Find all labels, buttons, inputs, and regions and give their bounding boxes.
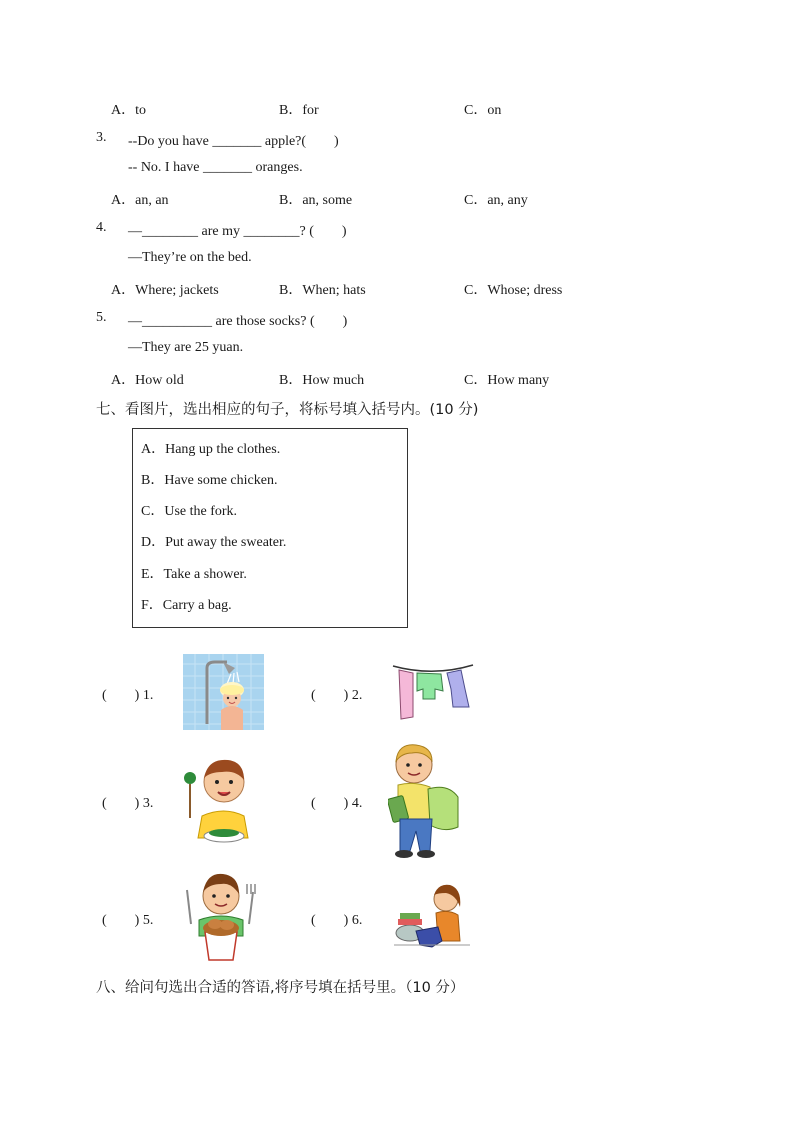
q5-line2: —They are 25 yuan. — [128, 340, 244, 355]
sentence-a: A．Hang up the clothes. — [141, 442, 281, 457]
section7-title: 七、看图片，选出相应的句子，将标号填入括号内。(10 分) — [96, 402, 479, 418]
q2-option-b: B．for — [279, 103, 319, 118]
q5-number: 5. — [96, 310, 107, 325]
q3-option-a: A．an, an — [111, 193, 169, 208]
q5-option-b: B．How much — [279, 373, 365, 388]
answer-blank-1[interactable]: ( ) 1. — [102, 688, 154, 703]
q2-option-c: C．on — [464, 103, 502, 118]
q2-option-a: A．to — [111, 103, 146, 118]
sentence-f: F．Carry a bag. — [141, 598, 232, 613]
q3-line2: -- No. I have _______ oranges. — [128, 160, 303, 175]
shower-picture — [183, 654, 264, 730]
sentence-box — [132, 428, 408, 628]
sentence-c: C．Use the fork. — [141, 504, 238, 519]
q5-option-a: A．How old — [111, 373, 184, 388]
q4-option-a: A．Where; jackets — [111, 283, 219, 298]
answer-blank-2[interactable]: ( ) 2. — [311, 688, 363, 703]
q4-line2: —They’re on the bed. — [128, 250, 252, 265]
sentence-b: B．Have some chicken. — [141, 473, 278, 488]
girl-sweater-picture — [392, 879, 472, 949]
girl-with-chicken-picture — [181, 870, 261, 962]
answer-blank-4[interactable]: ( ) 4. — [311, 796, 363, 811]
clothesline-picture — [391, 661, 475, 721]
q3-line1: --Do you have _______ apple?( ) — [128, 134, 339, 149]
sentence-d: D．Put away the sweater. — [141, 535, 287, 550]
answer-blank-5[interactable]: ( ) 5. — [102, 913, 154, 928]
section8-title: 八、给问句选出合适的答语,将序号填在括号里。（10 分） — [96, 980, 465, 996]
q4-option-b: B．When; hats — [279, 283, 366, 298]
q3-option-b: B．an, some — [279, 193, 353, 208]
q4-option-c: C．Whose; dress — [464, 283, 563, 298]
sentence-e: E．Take a shower. — [141, 567, 247, 582]
q3-option-c: C．an, any — [464, 193, 528, 208]
q4-number: 4. — [96, 220, 107, 235]
q5-option-c: C．How many — [464, 373, 550, 388]
answer-blank-3[interactable]: ( ) 3. — [102, 796, 154, 811]
q5-line1: —__________ are those socks? ( ) — [128, 314, 348, 329]
boy-eating-picture — [184, 752, 256, 848]
boy-with-bag-picture — [388, 741, 464, 861]
q3-number: 3. — [96, 130, 107, 145]
answer-blank-6[interactable]: ( ) 6. — [311, 913, 363, 928]
q4-line1: —________ are my ________? ( ) — [128, 224, 347, 239]
